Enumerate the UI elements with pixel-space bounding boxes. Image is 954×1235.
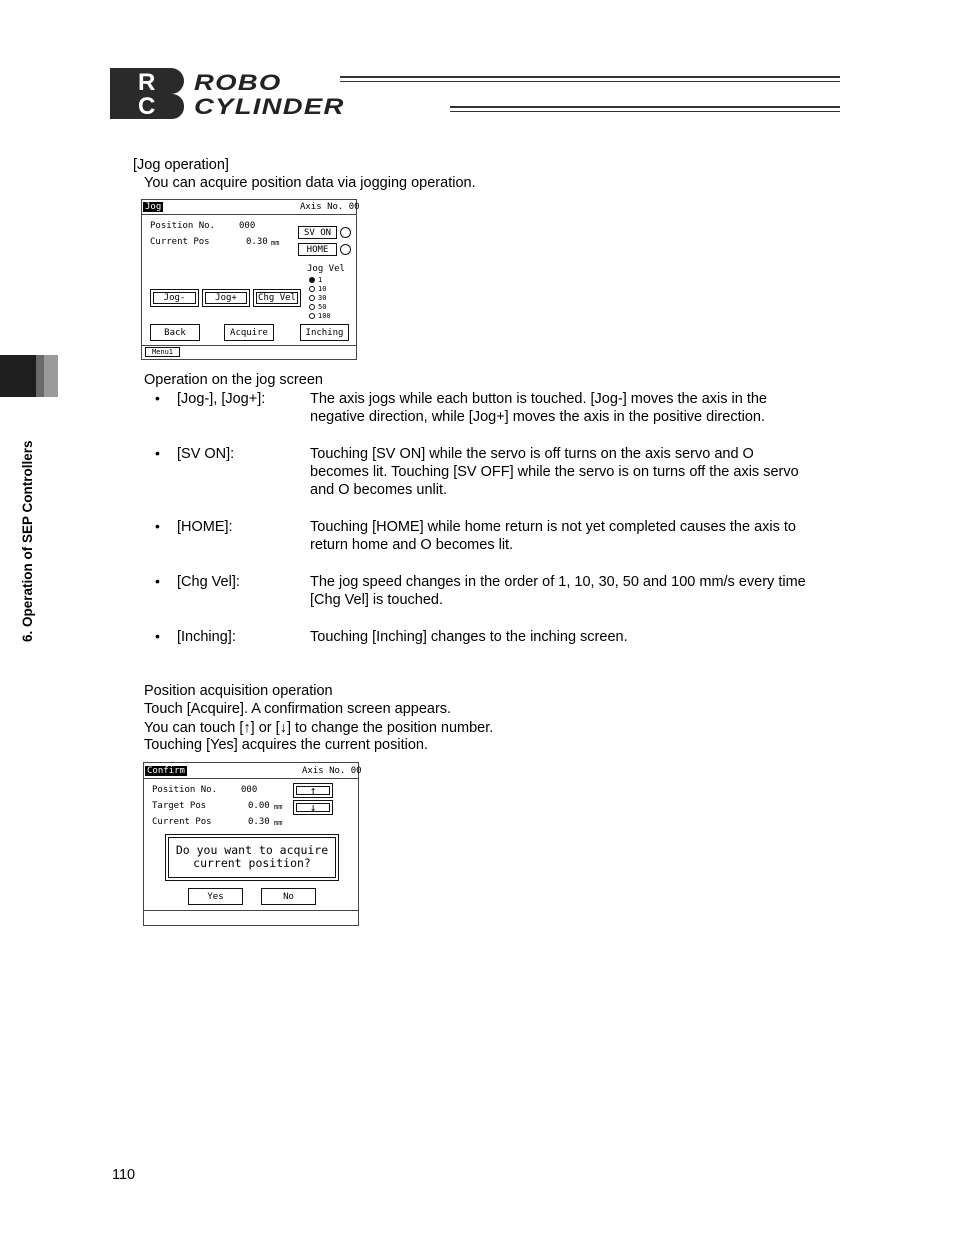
inching-button[interactable]: Inching	[300, 324, 349, 341]
vel-option-50: 50	[318, 303, 327, 311]
operation-item-chg-vel	[0, 572, 954, 612]
home-button[interactable]: HOME	[298, 243, 337, 256]
sv-on-lamp-icon	[340, 227, 351, 238]
target-pos-value: 0.00	[248, 801, 270, 811]
back-button[interactable]: Back	[150, 324, 200, 341]
menu-divider	[142, 345, 356, 346]
bullet-icon: •	[155, 628, 160, 644]
vel-option-30: 30	[318, 294, 327, 302]
acquisition-heading: Position acquisition operation	[144, 683, 333, 699]
operation-desc-line: negative direction, while [Jog+] moves the axis in the positive direction.	[310, 409, 765, 425]
axis-label: Axis No. 00	[302, 766, 362, 776]
target-pos-unit: mm	[274, 803, 283, 811]
sv-on-button[interactable]: SV ON	[298, 226, 337, 239]
vel-option-1: 1	[318, 276, 323, 284]
logo-letter-r: R	[138, 69, 156, 96]
operation-item-home	[0, 517, 954, 557]
operation-item-jog	[0, 389, 954, 429]
section-intro: You can acquire position data via jogging operation.	[144, 175, 476, 191]
page-number: 110	[112, 1167, 136, 1183]
logo-word-cylinder: CYLINDER	[194, 94, 345, 119]
jog-vel-label: Jog Vel	[307, 264, 345, 274]
operation-desc-line: The jog speed changes in the order of 1, 10, 30, 50 and 100 mm/s every time	[310, 574, 806, 590]
operation-key: [SV ON]:	[177, 446, 235, 462]
jog-minus-button[interactable]: Jog-	[150, 289, 199, 307]
position-no-value: 000	[241, 785, 258, 795]
operation-item-inching	[0, 627, 954, 649]
logo	[110, 68, 842, 120]
current-pos-label: Current Pos	[152, 817, 212, 827]
vel-radio-10[interactable]	[309, 286, 315, 292]
chapter-label: 6. Operation of SEP Controllers	[20, 440, 35, 642]
jog-title-text: Jog	[145, 202, 162, 212]
current-pos-value: 0.30	[246, 237, 268, 247]
arrow-down-icon: ↓	[309, 801, 317, 814]
position-no-label: Position No.	[150, 221, 216, 231]
operation-desc-line: becomes lit. Touching [SV OFF] while the servo is on turns off the axis servo	[310, 464, 799, 480]
position-down-button[interactable]	[293, 800, 333, 815]
bullet-icon: •	[155, 445, 160, 461]
operation-desc-line: [Chg Vel] is touched.	[310, 592, 443, 608]
confirm-screen-title	[145, 766, 187, 776]
title-divider	[142, 214, 356, 215]
target-pos-label: Target Pos	[152, 801, 207, 811]
vel-radio-1[interactable]	[309, 277, 315, 283]
confirm-dialog	[165, 834, 339, 881]
current-pos-unit: mm	[271, 239, 280, 247]
operation-desc-line: Touching [Inching] changes to the inching screen.	[310, 629, 628, 645]
operation-desc-line: The axis jogs while each button is touched. [Jog-] moves the axis in the	[310, 391, 767, 407]
current-pos-label: Current Pos	[150, 237, 210, 247]
dialog-message-line-2: current position?	[193, 856, 311, 870]
operation-key: [Chg Vel]:	[177, 574, 240, 590]
operation-item-sv-on	[0, 444, 954, 500]
vel-radio-50[interactable]	[309, 304, 315, 310]
menu1-button[interactable]: Menu1	[145, 347, 180, 357]
bullet-icon: •	[155, 573, 160, 589]
acquisition-line-2: You can touch [↑] or [↓] to change the position number.	[144, 720, 494, 736]
title-divider	[144, 778, 358, 779]
current-pos-value: 0.30	[248, 817, 270, 827]
home-lamp-icon	[340, 244, 351, 255]
confirm-screen	[143, 762, 362, 926]
operation-desc-line: and O becomes unlit.	[310, 482, 448, 498]
operation-key: [Jog-], [Jog+]:	[177, 391, 266, 407]
menu-divider	[144, 910, 358, 911]
bullet-icon: •	[155, 390, 160, 406]
position-up-button[interactable]	[293, 783, 333, 798]
current-pos-unit: mm	[274, 819, 283, 827]
logo-letter-c: C	[138, 93, 156, 120]
operations-heading: Operation on the jog screen	[144, 372, 323, 388]
position-no-label: Position No.	[152, 785, 218, 795]
operation-desc-line: Touching [HOME] while home return is not yet completed causes the axis to	[310, 519, 796, 535]
yes-button[interactable]: Yes	[188, 888, 243, 905]
no-button[interactable]: No	[261, 888, 316, 905]
vel-option-10: 10	[318, 285, 327, 293]
operation-key: [HOME]:	[177, 519, 233, 535]
operation-desc-line: Touching [SV ON] while the servo is off turns on the axis servo and O	[310, 446, 754, 462]
arrow-up-icon: ↑	[309, 784, 317, 797]
operation-desc-line: return home and O becomes lit.	[310, 537, 514, 553]
jog-screen	[141, 199, 360, 360]
vel-radio-100[interactable]	[309, 313, 315, 319]
confirm-title-text: Confirm	[147, 766, 185, 776]
logo-word-robo: ROBO	[194, 70, 282, 95]
dialog-message-line-1: Do you want to acquire	[175, 843, 329, 857]
logo-rule-bottom	[450, 106, 840, 112]
operation-key: [Inching]:	[177, 629, 236, 645]
vel-radio-30[interactable]	[309, 295, 315, 301]
section-heading: [Jog operation]	[133, 157, 229, 173]
logo-rule-top	[340, 76, 840, 82]
acquire-button[interactable]: Acquire	[224, 324, 274, 341]
bullet-icon: •	[155, 518, 160, 534]
position-no-value: 000	[239, 221, 256, 231]
jog-plus-button[interactable]: Jog+	[202, 289, 250, 307]
jog-screen-title	[143, 202, 163, 212]
axis-label: Axis No. 00	[300, 202, 360, 212]
acquisition-line-1: Touch [Acquire]. A confirmation screen appears.	[144, 701, 452, 717]
acquisition-line-3: Touching [Yes] acquires the current position.	[144, 737, 428, 753]
vel-option-100: 100	[318, 312, 331, 320]
chg-vel-button[interactable]: Chg Vel	[253, 289, 301, 307]
